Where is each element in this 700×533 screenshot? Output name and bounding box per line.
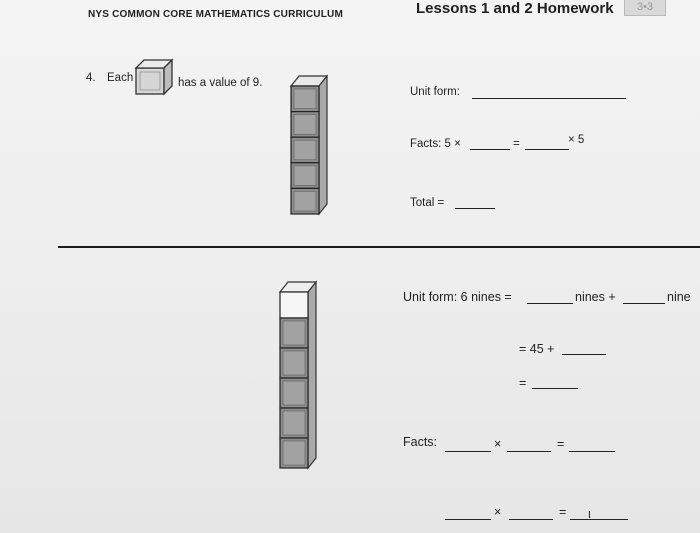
section-divider [58,246,700,248]
value-text: has a value of 9. [178,77,263,89]
cube-1 [280,318,308,348]
unit-form-blank-a[interactable] [472,97,626,99]
cube-4 [291,163,319,189]
times-b2: × [494,505,502,519]
eq-45-blank[interactable] [562,353,606,355]
problem-number: 4. [86,72,96,84]
facts-blank-a2[interactable] [525,148,569,150]
facts-blank-a1[interactable] [470,148,510,150]
cube-1 [291,86,319,112]
total-blank-a[interactable] [455,207,495,209]
facts-b1-blank-2[interactable] [507,450,551,452]
curriculum-header: NYS COMMON CORE MATHEMATICS CURRICULUM [88,9,343,20]
times-five-a: × 5 [568,134,585,146]
facts-b1-blank-1[interactable] [445,450,491,452]
cube-5 [280,438,308,468]
facts-b2-blank-3[interactable] [570,518,628,520]
facts-b1-blank-3[interactable] [569,450,615,452]
facts-label-b: Facts: [403,435,438,449]
facts-b2-blank-2[interactable] [509,518,553,520]
nine-label: nine [667,290,691,304]
tower-side-face [319,76,327,214]
unit-form-label-b: Unit form: 6 nines = [403,290,512,304]
cube-3 [280,378,308,408]
total-label-a: Total = [410,197,445,209]
cube-tower-six [276,278,322,472]
facts-b2-blank-1[interactable] [445,518,491,520]
cube-4 [280,408,308,438]
unit-form-blank-b2[interactable] [623,302,665,304]
cube-2 [280,348,308,378]
unit-form-blank-b1[interactable] [527,302,573,304]
single-cube-icon [134,58,176,96]
equals-b2: = [559,505,567,519]
cube-empty [280,292,308,318]
eq-blank[interactable] [532,387,578,389]
eq-45-label: = 45 + [519,342,555,356]
cube-tower-five [285,72,331,218]
tower-side-face [308,282,316,468]
cube-3 [291,137,319,163]
times-b1: × [494,437,502,451]
page-badge: 3•3 [624,0,666,16]
nines-plus-label: nines + [575,290,616,304]
handwritten-mark: ι [588,506,591,521]
cube-2 [291,112,319,138]
facts-label-a: Facts: 5 × [410,138,461,150]
eq-label: = [519,376,527,390]
equals-b1: = [557,437,565,451]
equals-a: = [513,138,520,150]
cube-5 [291,188,319,214]
each-label: Each [107,72,134,84]
unit-form-label-a: Unit form: [410,86,460,98]
lesson-title: Lessons 1 and 2 Homework [416,0,614,17]
